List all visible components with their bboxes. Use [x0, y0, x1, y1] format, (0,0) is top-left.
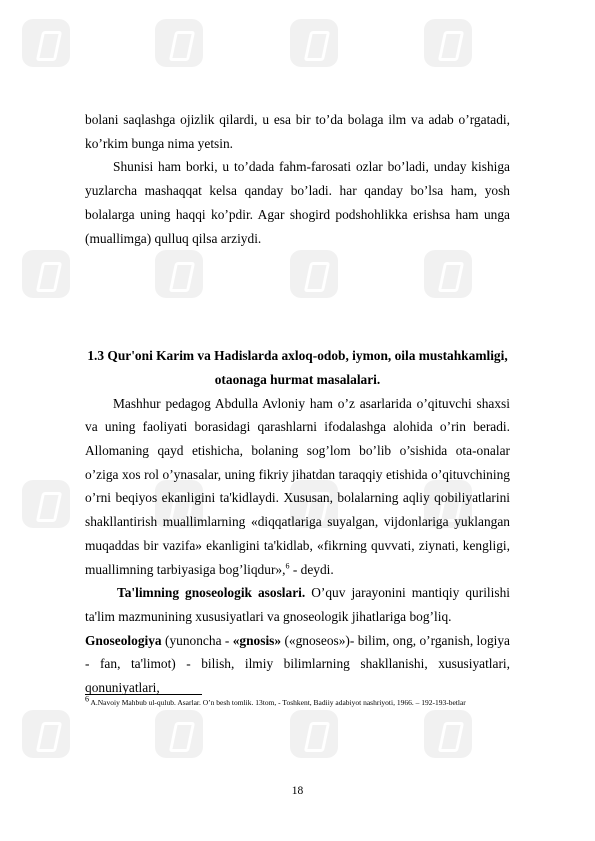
footnote-divider	[85, 694, 202, 695]
definition-term: Gnoseologiya	[85, 632, 162, 648]
footnote-reference[interactable]: 6	[285, 561, 290, 571]
paragraph-continuation: bolani saqlashga ojizlik qilardi, u esa bir to’da bolaga ilm va adab o’rgatadi, ko’rkim bunga nima yetsin.	[85, 112, 510, 151]
page-number: 18	[291, 785, 304, 797]
watermark-tile	[22, 19, 70, 67]
gnoseology-text: O’quv jarayonini mantiqiy qurilishi ta'lim mazmunining xususiyatlari va gnoseologik jihatlariga bog’liq.	[85, 585, 510, 624]
footnote	[85, 694, 525, 708]
watermark-tile	[22, 480, 70, 528]
section-heading-line2: otaonaga hurmat masalalari.	[214, 371, 381, 387]
paragraph-definition	[85, 629, 510, 700]
paragraph-teacher-rights: Shunisi ham borki, u to’dada fahm-farosati ozlar bo’ladi, unday kishiga yuzlarcha mashaqqat kelsa qanday bo’ladi. har qanday bo’lsa ham, yosh bolalarga uning haqqi ko’pdir. Agar shogird podshohlikka erishsa ham unga (muallimga) qulluq qilsa arziydi.	[85, 159, 510, 246]
watermark-tile	[22, 250, 70, 298]
section-heading-line1: 1.3 Qur'oni Karim va Hadislarda axloq-odob, iymon, oila mustahkamligi,	[87, 348, 508, 364]
paragraph-avloniy-text: Mashhur pedagog Abdulla Avloniy ham o’z asarlarida o’qituvchi shaxsi va uning faoliyati borasidagi qarashlarni ifodalashga alohida o’rin beradi. Allomaning qayd etishicha, bolaning sog’lom bo’lib o’sishida ota-onalar o’ziga xos rol o’ynasalar, uning fikriy jihatdan taraqqiy etishida o’qituvchining o’rni beqiyos ekanligini ta'kidlaydi. Xususan, bolalarning aqliy qobiliyatlarini shakllantirish muallimlarning «diqqatlariga suyalgan, vijdonlariga yuklangan muqaddas bir vazifa» ekanligini ta'kidlab, «fikrning quvvati, ziynati, kengligi, muallimning tarbiyasiga bog’liqdur»,	[85, 395, 510, 577]
watermark-tile	[424, 19, 472, 67]
page-body	[85, 108, 510, 700]
footnote-mark: 6	[85, 694, 89, 704]
definition-part2: («gnoseos»)- bilim, ong, o’rganish, logiya - fan, ta'limot) - bilish, ilmiy bilimlarning shakllanishi, xususiyatlari, qonuniyatlari,	[85, 632, 510, 696]
footnote-text: A.Navoiy Mahbub ul-qulub. Asarlar. O’n besh tomlik. 13tom, - Toshkent, Badiiy adabiyot nashriyoti, 1966. – 192-193-betlar	[89, 698, 466, 707]
watermark-tile	[290, 19, 338, 67]
watermark-tile	[290, 710, 338, 758]
paragraph-avloniy	[85, 392, 510, 582]
watermark-tile	[22, 710, 70, 758]
gnoseology-heading: Ta'limning gnoseologik asoslari.	[117, 585, 306, 601]
watermark-tile	[155, 710, 203, 758]
paragraph-gnoseology	[85, 581, 510, 628]
watermark-tile	[155, 19, 203, 67]
watermark-tile	[424, 710, 472, 758]
definition-greek-term: «gnosis»	[232, 632, 282, 648]
definition-part1: (yunoncha -	[161, 632, 233, 648]
paragraph-avloniy-tail: - deydi.	[289, 561, 334, 577]
